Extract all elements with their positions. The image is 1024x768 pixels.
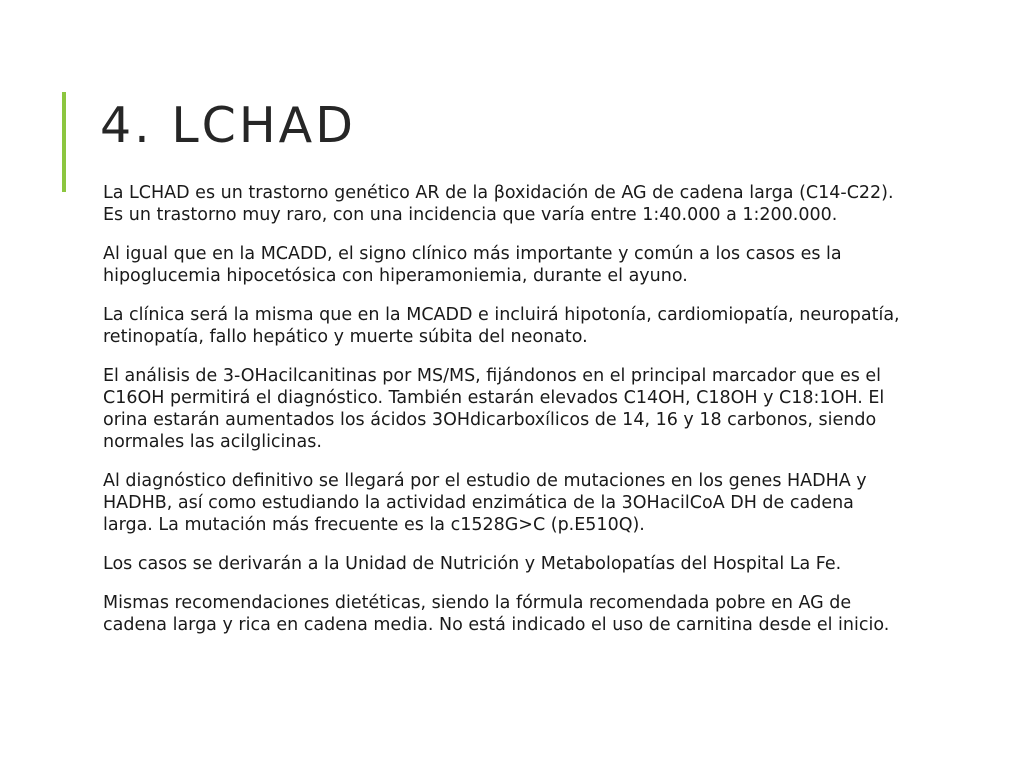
body-paragraph: Los casos se derivarán a la Unidad de Nutrición y Metabolopatías del Hospital La Fe. — [103, 554, 842, 574]
body-paragraph: Al diagnóstico definitivo se llegará por el estudio de mutaciones en los genes HADHA y HADHB, así como estudiando la actividad enzimática de la 3OHacilCoA DH de cadena larga. La mutación más frecuente es la c1528G>C (p.E510Q). — [103, 471, 867, 535]
body-paragraph: Al igual que en la MCADD, el signo clínico más importante y común a los casos es la hipoglucemia hipocetósica con hiperamoniemia, durante el ayuno. — [103, 244, 842, 286]
body-paragraph: Mismas recomendaciones dietéticas, siendo la fórmula recomendada pobre en AG de cadena larga y rica en cadena media. No está indicado el uso de carnitina desde el inicio. — [103, 593, 890, 635]
body-paragraph: La LCHAD es un trastorno genético AR de la βoxidación de AG de cadena larga (C14-C22). Es un trastorno muy raro, con una incidencia que varía entre 1:40.000 a 1:200.000. — [103, 183, 894, 225]
body-paragraph: El análisis de 3-OHacilcanitinas por MS/MS, fijándonos en el principal marcador que es el C16OH permitirá el diagnóstico. También estarán elevados C14OH, C18OH y C18:1OH. El orina estarán aumentados los ácidos 3OHdicarboxílicos de 14, 16 y 18 carbonos, siendo normales las acilglicinas. — [103, 366, 885, 452]
slide-body — [103, 182, 903, 653]
title-accent-bar — [62, 92, 66, 192]
body-paragraph: La clínica será la misma que en la MCADD e incluirá hipotonía, cardiomiopatía, neuropatía, retinopatía, fallo hepático y muerte súbita del neonato. — [103, 305, 900, 347]
slide-title: 4. LCHAD — [100, 97, 356, 154]
